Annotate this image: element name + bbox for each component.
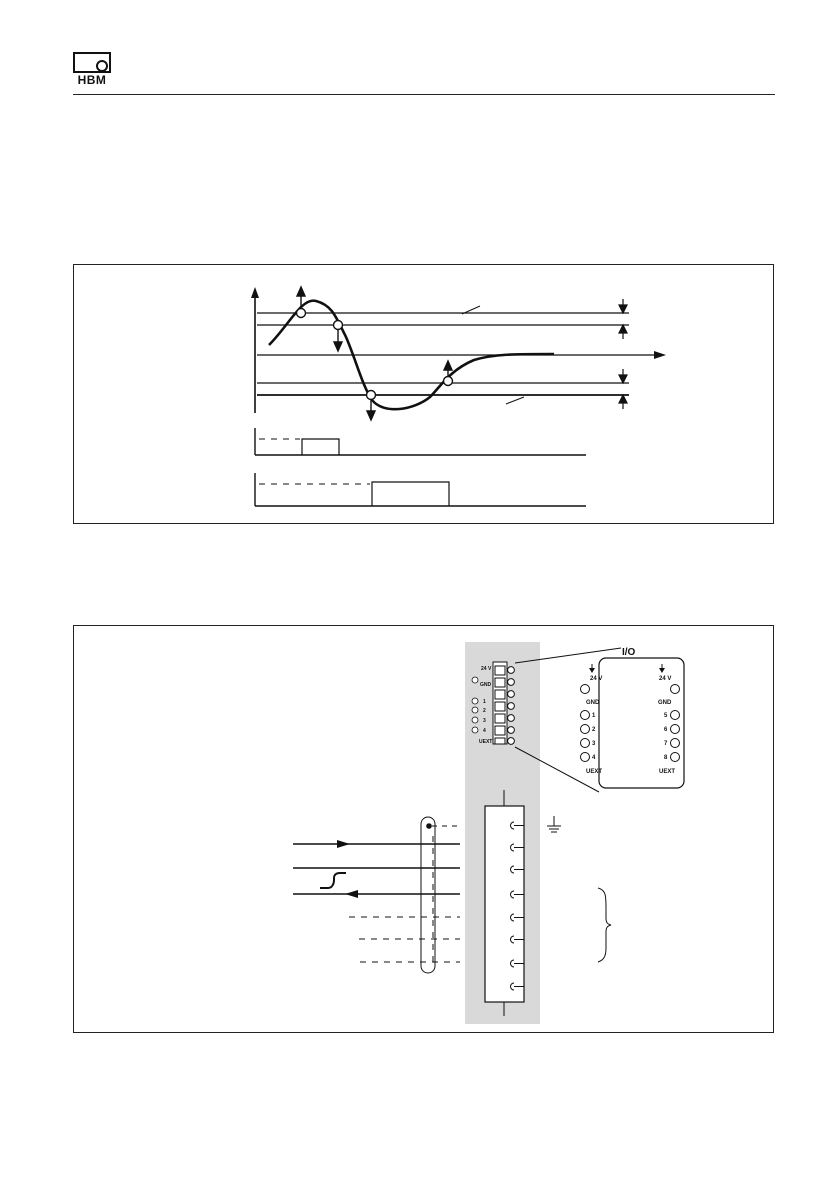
hysteresis-arrows-upper	[619, 299, 627, 339]
output2-pulse	[372, 482, 449, 506]
detail-left-gnd: GND	[586, 700, 600, 706]
wire-3-arrow	[345, 890, 358, 898]
detail-right-gnd: GND	[658, 700, 672, 706]
limit-switch-figure	[73, 264, 774, 524]
detail-left-3: 3	[592, 741, 596, 747]
small-label-4: 4	[483, 728, 486, 734]
detail-left-uext: UEXT	[586, 769, 603, 775]
hbm-logo	[73, 52, 111, 90]
logo-mark	[73, 52, 111, 74]
shield-connection-dot	[426, 823, 432, 829]
small-label-3: 3	[483, 718, 486, 724]
detail-right-5: 5	[664, 713, 668, 719]
switch-point-1	[297, 309, 306, 318]
detail-left-2: 2	[592, 727, 596, 733]
io-label: I/O	[622, 647, 636, 658]
ground-symbol	[547, 816, 561, 832]
header-rule	[73, 94, 775, 95]
detail-leds-left	[581, 685, 590, 762]
detail-right-8: 8	[664, 755, 668, 761]
optional-wires	[349, 836, 460, 966]
wire-1-arrow	[337, 840, 350, 848]
small-label-24v: 24 V	[481, 666, 492, 672]
detail-left-4: 4	[592, 755, 596, 761]
logo-text: HBM	[77, 73, 107, 87]
leader-line-lower	[506, 397, 524, 404]
switch-point-2	[334, 321, 343, 330]
small-label-2: 2	[483, 708, 486, 714]
limit-switch-diagram	[74, 265, 775, 525]
detail-right-uext: UEXT	[659, 769, 676, 775]
small-label-1: 1	[483, 699, 486, 705]
terminal-block	[485, 806, 524, 1002]
direction-arrows	[297, 287, 452, 420]
detail-right-7: 7	[664, 741, 668, 747]
io-wiring-figure	[73, 625, 774, 1033]
small-label-uext: UEXT	[479, 739, 493, 745]
detail-right-6: 6	[664, 727, 668, 733]
switch-point-3	[367, 391, 376, 400]
small-label-gnd: GND	[480, 682, 492, 688]
brace-outputs	[598, 888, 611, 962]
hysteresis-arrows-lower	[619, 369, 627, 409]
output1-pulse	[302, 439, 339, 455]
detail-right-24v: 24 V	[659, 676, 672, 682]
switch-point-4	[444, 377, 453, 386]
io-wiring-diagram	[74, 626, 775, 1034]
detail-left-24v: 24 V	[590, 676, 603, 682]
detail-left-1: 1	[592, 713, 596, 719]
trigger-edge-symbol	[320, 873, 346, 888]
